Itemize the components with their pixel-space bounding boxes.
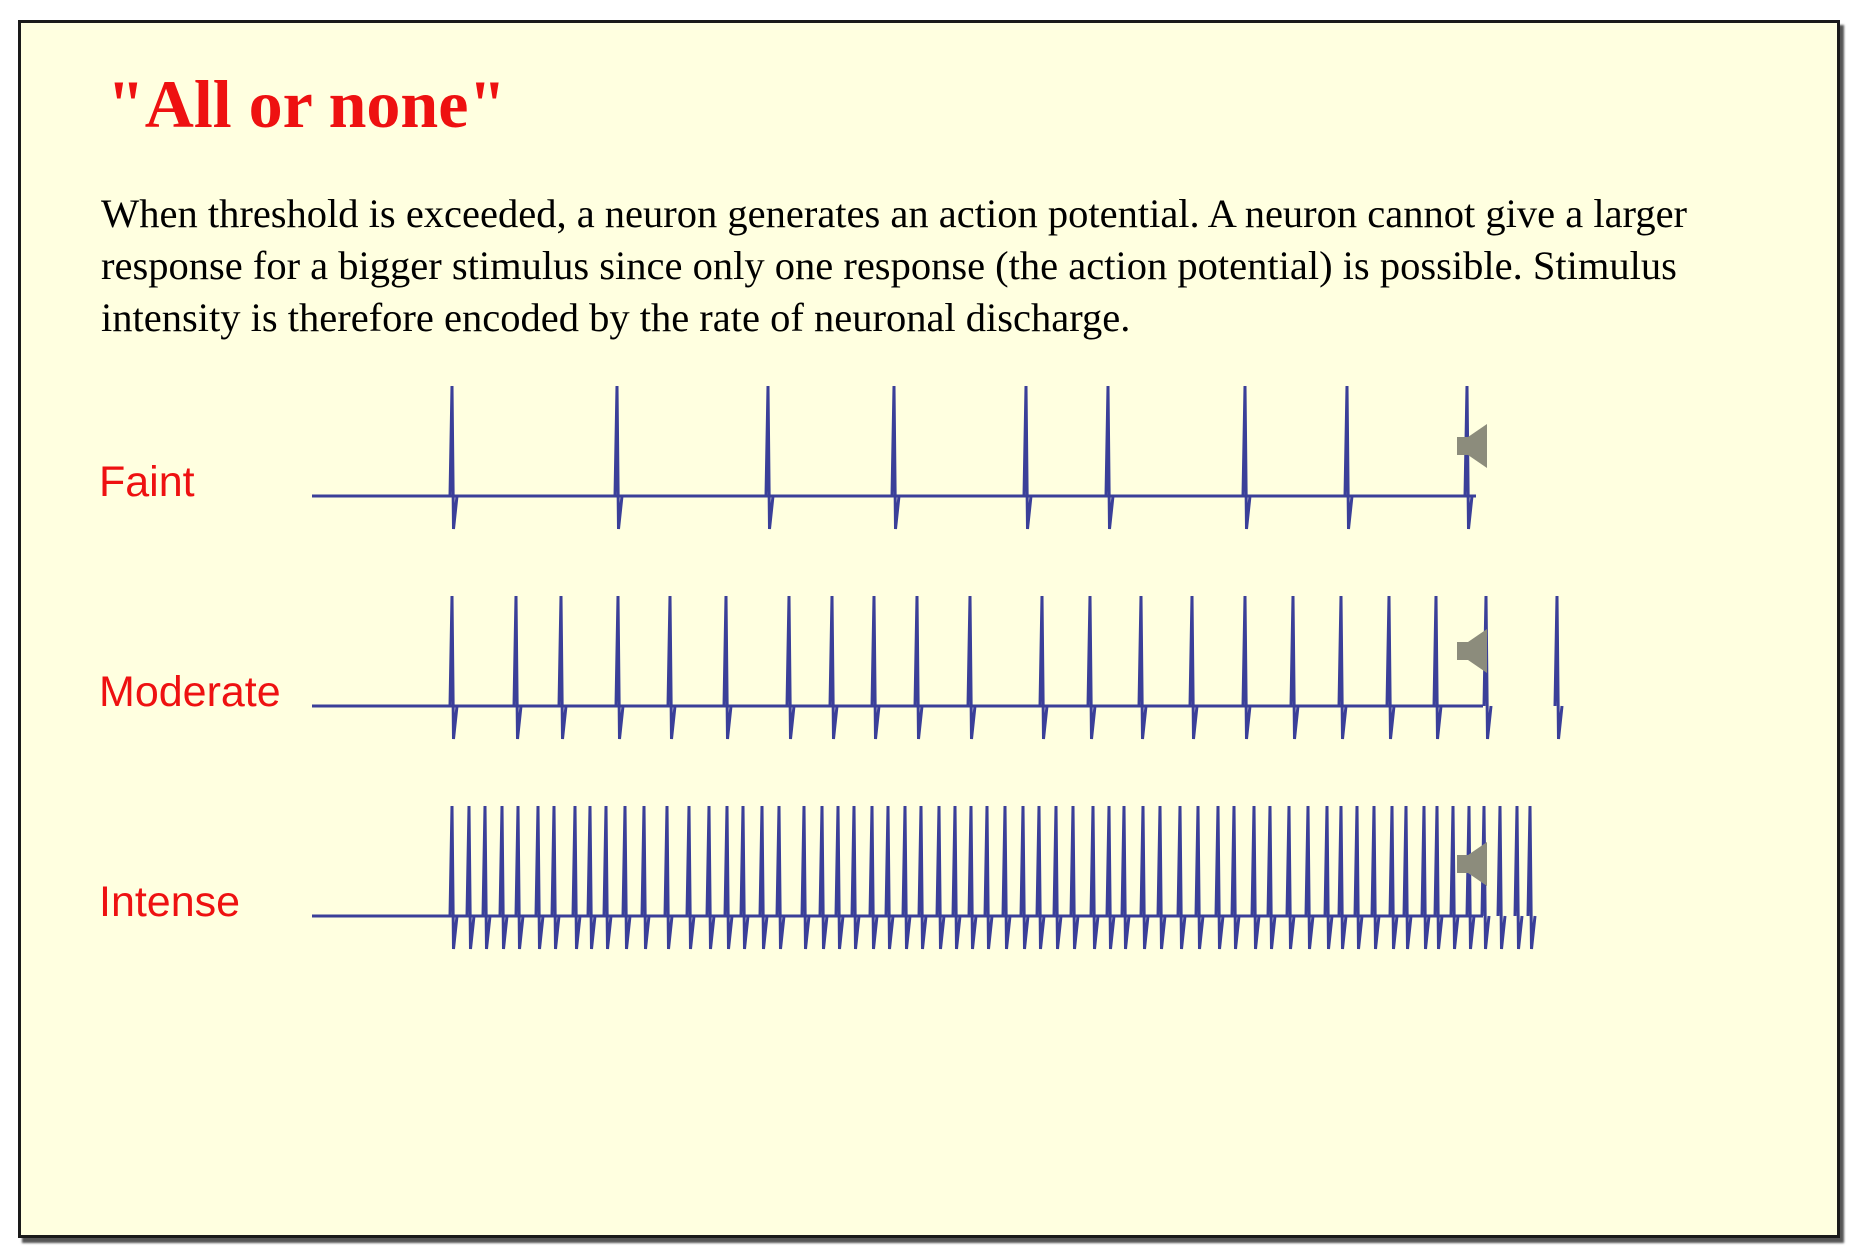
action-potential-spike	[870, 806, 877, 949]
action-potential-spike	[1515, 806, 1522, 949]
action-potential-spike	[787, 596, 794, 739]
action-potential-spike	[1528, 806, 1535, 949]
action-potential-spike	[1190, 596, 1197, 739]
action-potential-spike	[1196, 806, 1203, 949]
action-potential-spike	[536, 806, 543, 949]
action-potential-spike	[615, 386, 622, 529]
action-potential-spike	[588, 806, 595, 949]
action-potential-spike	[1355, 806, 1362, 949]
action-potential-spike	[1178, 806, 1185, 949]
slide-body-text: When threshold is exceeded, a neuron generates an action potential. A neuron cannot give a larger response for a bigger stimulus since only one response (the action potential) is possible. Stimulus intensity is therefore encoded by the rate of neuronal discharge.	[101, 191, 1688, 340]
action-potential-spike	[1158, 806, 1165, 949]
action-potential-spike	[1071, 806, 1078, 949]
action-potential-spike	[1243, 596, 1250, 739]
action-potential-spike	[1232, 806, 1239, 949]
action-potential-spike	[642, 806, 649, 949]
action-potential-spike	[665, 806, 672, 949]
action-potential-spike	[450, 596, 457, 739]
action-potential-spike	[604, 806, 611, 949]
action-potential-spike	[892, 386, 899, 529]
action-potential-spike	[1106, 386, 1113, 529]
action-potential-spike	[1003, 806, 1010, 949]
action-potential-spike	[623, 806, 630, 949]
action-potential-spike	[1243, 386, 1250, 529]
action-potential-spike	[1422, 806, 1429, 949]
action-potential-spike	[766, 386, 773, 529]
action-potential-spike	[1498, 806, 1505, 949]
action-potential-spike	[1287, 806, 1294, 949]
slide-title: "All or none"	[107, 66, 507, 142]
action-potential-spike	[802, 806, 809, 949]
action-potential-spike	[852, 806, 859, 949]
action-potential-spike	[1107, 806, 1114, 949]
action-potential-spike	[953, 806, 960, 949]
action-potential-spike	[872, 596, 879, 739]
trace-label-faint: Faint	[99, 458, 195, 506]
action-potential-spike	[1435, 806, 1442, 949]
trace-label-moderate: Moderate	[99, 668, 281, 716]
action-potential-spike	[450, 806, 457, 949]
speaker-icon[interactable]	[1455, 423, 1491, 469]
action-potential-spike	[552, 806, 559, 949]
action-potential-spike	[559, 596, 566, 739]
spike-train-intense	[312, 806, 1535, 949]
action-potential-spike	[1040, 596, 1047, 739]
action-potential-spike	[616, 596, 623, 739]
action-potential-spike	[1216, 806, 1223, 949]
action-potential-spike	[820, 806, 827, 949]
action-potential-spike	[1339, 806, 1346, 949]
action-potential-spike	[1404, 806, 1411, 949]
action-potential-spike	[1390, 806, 1397, 949]
spike-trains	[21, 23, 1837, 1235]
action-potential-spike	[1325, 806, 1332, 949]
action-potential-spike	[724, 596, 731, 739]
action-potential-spike	[777, 806, 784, 949]
action-potential-spike	[687, 806, 694, 949]
action-potential-spike	[1555, 596, 1562, 739]
spike-train-faint	[312, 386, 1476, 529]
action-potential-spike	[1345, 386, 1352, 529]
spike-train-moderate	[312, 596, 1562, 739]
action-potential-spike	[707, 806, 714, 949]
action-potential-spike	[1306, 806, 1313, 949]
action-potential-spike	[483, 806, 490, 949]
action-potential-spike	[969, 806, 976, 949]
action-potential-spike	[1139, 596, 1146, 739]
action-potential-spike	[1372, 806, 1379, 949]
action-potential-spike	[1434, 596, 1441, 739]
slide	[18, 20, 1840, 1238]
action-potential-spike	[1088, 596, 1095, 739]
trace-label-intense: Intense	[99, 878, 241, 926]
action-potential-spike	[1339, 596, 1346, 739]
action-potential-spike	[915, 596, 922, 739]
action-potential-spike	[836, 806, 843, 949]
action-potential-spike	[1091, 806, 1098, 949]
action-potential-spike	[1024, 386, 1031, 529]
action-potential-spike	[830, 596, 837, 739]
action-potential-spike	[1021, 806, 1028, 949]
action-potential-spike	[1141, 806, 1148, 949]
action-potential-spike	[886, 806, 893, 949]
action-potential-spike	[725, 806, 732, 949]
action-potential-spike	[500, 806, 507, 949]
speaker-icon[interactable]	[1455, 628, 1491, 674]
action-potential-spike	[1054, 806, 1061, 949]
action-potential-spike	[514, 596, 521, 739]
action-potential-spike	[903, 806, 910, 949]
action-potential-spike	[1122, 806, 1129, 949]
action-potential-spike	[985, 806, 992, 949]
action-potential-spike	[467, 806, 474, 949]
action-potential-spike	[573, 806, 580, 949]
action-potential-spike	[1291, 596, 1298, 739]
action-potential-spike	[937, 806, 944, 949]
action-potential-spike	[516, 806, 523, 949]
action-potential-spike	[968, 596, 975, 739]
action-potential-spike	[1387, 596, 1394, 739]
speaker-icon[interactable]	[1455, 841, 1491, 887]
action-potential-spike	[1268, 806, 1275, 949]
action-potential-spike	[741, 806, 748, 949]
action-potential-spike	[668, 596, 675, 739]
action-potential-spike	[760, 806, 767, 949]
action-potential-spike	[1252, 806, 1259, 949]
action-potential-spike	[1037, 806, 1044, 949]
action-potential-spike	[919, 806, 926, 949]
action-potential-spike	[450, 386, 457, 529]
